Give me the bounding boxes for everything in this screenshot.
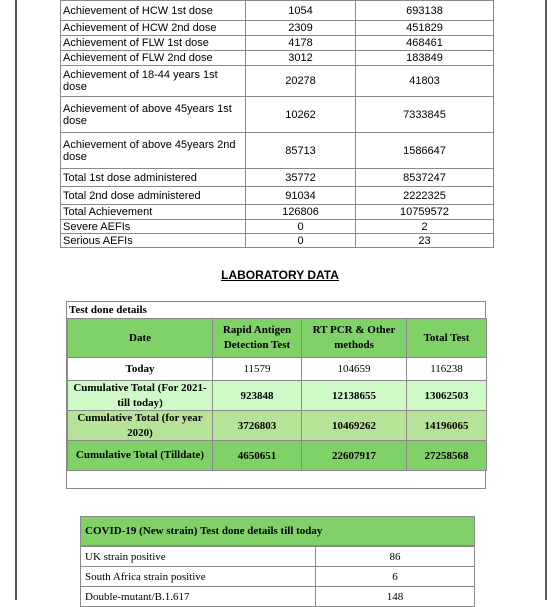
- day-value: 1054: [246, 1, 356, 21]
- total-test-value: 27258568: [407, 441, 487, 471]
- table-row: [81, 547, 475, 567]
- table-row: [61, 1, 494, 21]
- cumulative-value: 451829: [356, 21, 494, 36]
- table-row: [61, 220, 494, 234]
- table-row: [68, 441, 487, 471]
- table-row: [61, 205, 494, 220]
- column-header-total-test: Total Test: [407, 319, 487, 358]
- rapid-antigen-value: 923848: [213, 381, 302, 411]
- cumulative-value: 2: [356, 220, 494, 234]
- cumulative-value: 7333845: [356, 97, 494, 133]
- strain-label: Double-mutant/B.1.617: [81, 587, 316, 607]
- column-header-date: Date: [68, 319, 213, 358]
- strain-count: 6: [316, 567, 475, 587]
- table-row: [81, 587, 475, 607]
- cumulative-value: 10759572: [356, 205, 494, 220]
- day-value: 3012: [246, 51, 356, 66]
- table-row: [61, 234, 494, 248]
- row-label: Severe AEFIs: [61, 220, 246, 234]
- table-row: [61, 133, 494, 169]
- cumulative-value: 468461: [356, 36, 494, 51]
- row-label: Achievement of HCW 2nd dose: [61, 21, 246, 36]
- row-date: Cumulative Total (for year 2020): [68, 411, 213, 441]
- cumulative-value: 2222325: [356, 187, 494, 205]
- day-value: 85713: [246, 133, 356, 169]
- lab-table-caption: Test done details: [69, 304, 147, 316]
- lab-test-table: [67, 318, 487, 471]
- day-value: 35772: [246, 169, 356, 187]
- row-date: Cumulative Total (Tilldate): [68, 441, 213, 471]
- cumulative-value: 183849: [356, 51, 494, 66]
- total-test-value: 13062503: [407, 381, 487, 411]
- column-header-rapid-antigen: Rapid Antigen Detection Test: [213, 319, 302, 358]
- lab-test-table-container: [66, 301, 486, 489]
- day-value: 0: [246, 234, 356, 248]
- new-strain-table-container: [80, 516, 475, 607]
- rapid-antigen-value: 3726803: [213, 411, 302, 441]
- day-value: 4178: [246, 36, 356, 51]
- rt-pcr-value: 12138655: [302, 381, 407, 411]
- table-row: [61, 169, 494, 187]
- new-strain-table: [80, 546, 475, 607]
- rt-pcr-value: 104659: [302, 358, 407, 381]
- page-border-left: [15, 0, 17, 600]
- table-header-row: [68, 319, 487, 358]
- table-row: [61, 187, 494, 205]
- table-row: [81, 567, 475, 587]
- row-date: Today: [68, 358, 213, 381]
- vaccination-table: [60, 0, 494, 248]
- row-date: Cumulative Total (For 2021- till today): [68, 381, 213, 411]
- table-row: [68, 358, 487, 381]
- row-label: Achievement of above 45years 1st dose: [61, 97, 246, 133]
- cumulative-value: 693138: [356, 1, 494, 21]
- day-value: 91034: [246, 187, 356, 205]
- table-row: [61, 66, 494, 97]
- strain-label: South Africa strain positive: [81, 567, 316, 587]
- column-header-rt-pcr: RT PCR & Other methods: [302, 319, 407, 358]
- table-row: [61, 21, 494, 36]
- cumulative-value: 23: [356, 234, 494, 248]
- new-strain-table-title: COVID-19 (New strain) Test done details till today: [80, 516, 475, 546]
- row-label: Achievement of FLW 1st dose: [61, 36, 246, 51]
- day-value: 2309: [246, 21, 356, 36]
- row-label: Total Achievement: [61, 205, 246, 220]
- table-row: [61, 97, 494, 133]
- row-label: Achievement of above 45years 2nd dose: [61, 133, 246, 169]
- table-row: [68, 411, 487, 441]
- total-test-value: 116238: [407, 358, 487, 381]
- day-value: 126806: [246, 205, 356, 220]
- row-label: Achievement of HCW 1st dose: [61, 1, 246, 21]
- row-label: Total 1st dose administered: [61, 169, 246, 187]
- page-border-right: [545, 0, 547, 600]
- row-label: Total 2nd dose administered: [61, 187, 246, 205]
- table-row: [61, 36, 494, 51]
- rt-pcr-value: 10469262: [302, 411, 407, 441]
- rapid-antigen-value: 4650651: [213, 441, 302, 471]
- strain-count: 148: [316, 587, 475, 607]
- row-label: Achievement of 18-44 years 1st dose: [61, 66, 246, 97]
- row-label: Serious AEFIs: [61, 234, 246, 248]
- table-row: [68, 381, 487, 411]
- day-value: 10262: [246, 97, 356, 133]
- day-value: 20278: [246, 66, 356, 97]
- strain-count: 86: [316, 547, 475, 567]
- strain-label: UK strain positive: [81, 547, 316, 567]
- rapid-antigen-value: 11579: [213, 358, 302, 381]
- cumulative-value: 8537247: [356, 169, 494, 187]
- table-row: [61, 51, 494, 66]
- rt-pcr-value: 22607917: [302, 441, 407, 471]
- day-value: 0: [246, 220, 356, 234]
- row-label: Achievement of FLW 2nd dose: [61, 51, 246, 66]
- laboratory-data-heading: LABORATORY DATA: [221, 268, 339, 282]
- total-test-value: 14196065: [407, 411, 487, 441]
- cumulative-value: 1586647: [356, 133, 494, 169]
- cumulative-value: 41803: [356, 66, 494, 97]
